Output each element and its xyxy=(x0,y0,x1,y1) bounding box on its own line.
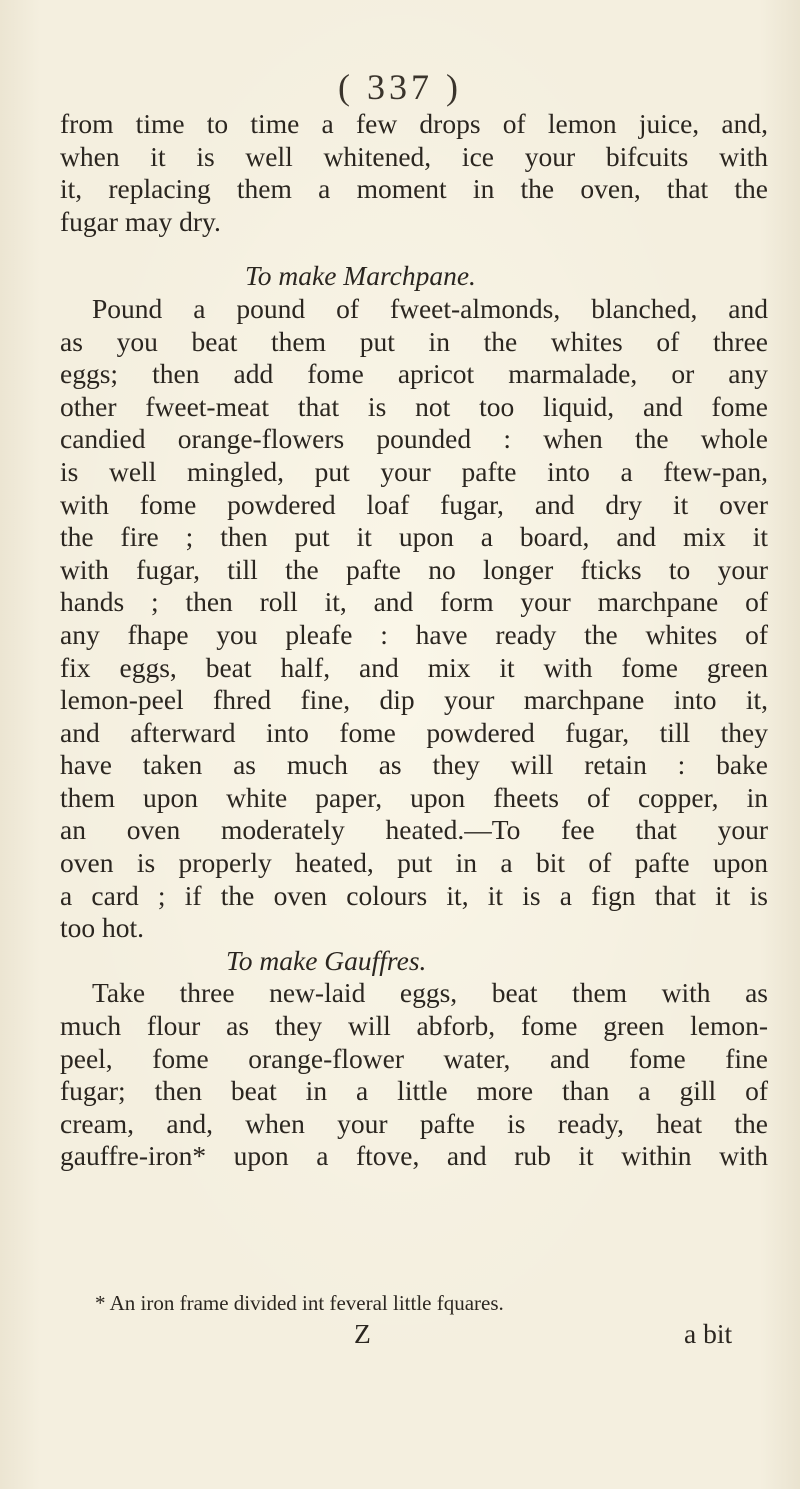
text-line: and afterward into fome powdered fugar, till they xyxy=(60,716,768,748)
text-line: Take three new-laid eggs, beat them with as xyxy=(92,977,768,1009)
text-line: gauffre-iron* upon a ftove, and rub it within with xyxy=(60,1140,768,1172)
text-line: Pound a pound of fweet-almonds, blanched, and xyxy=(92,292,768,324)
text-line: fugar may dry. xyxy=(60,205,221,237)
page-number: ( 337 ) xyxy=(338,67,462,107)
text-line: much flour as they will abforb, fome green lemon- xyxy=(60,1010,768,1042)
text-line: candied orange-flowers pounded : when the whole xyxy=(60,423,768,455)
text-line: fugar; then beat in a little more than a gill of xyxy=(60,1075,768,1107)
text-line: them upon white paper, upon fheets of copper, in xyxy=(60,781,768,813)
text-line: other fweet-meat that is not too liquid, and fome xyxy=(60,390,768,422)
text-line: a card ; if the oven colours it, it is a fign that it is xyxy=(60,879,768,911)
section-heading-gauffres: To make Gauffres. xyxy=(226,944,427,976)
text-line: is well mingled, put your pafte into a ftew-pan, xyxy=(60,455,768,487)
footnote: * An iron frame divided int feveral little fquares. xyxy=(95,1291,504,1315)
text-line: fix eggs, beat half, and mix it with fome green xyxy=(60,651,768,683)
text-line: from time to time a few drops of lemon juice, and, xyxy=(60,108,768,139)
body-text xyxy=(60,108,768,1173)
text-line: oven is properly heated, put in a bit of pafte upon xyxy=(60,847,768,879)
text-line: too hot. xyxy=(60,912,145,944)
text-line: with fugar, till the pafte no longer fticks to your xyxy=(60,553,768,585)
page-footer xyxy=(0,1318,800,1352)
text-line: peel, fome orange-flower water, and fome fine xyxy=(60,1042,768,1074)
text-line: cream, and, when your pafte is ready, heat the xyxy=(60,1107,768,1139)
text-line: any fhape you pleafe : have ready the whites of xyxy=(60,618,768,650)
text-line: as you beat them put in the whites of three xyxy=(60,325,768,357)
catchword: a bit xyxy=(684,1318,733,1349)
text-line: it, replacing them a moment in the oven, that the xyxy=(60,173,768,205)
section-heading-marchpane: To make Marchpane. xyxy=(245,260,476,292)
signature-mark: Z xyxy=(354,1318,371,1349)
text-line: an oven moderately heated.—To fee that your xyxy=(60,814,768,846)
text-line: eggs; then add fome apricot marmalade, or any xyxy=(60,358,768,390)
text-line: lemon-peel fhred fine, dip your marchpane into it, xyxy=(60,684,768,716)
text-line: hands ; then roll it, and form your marchpane of xyxy=(60,586,768,618)
text-line: the fire ; then put it upon a board, and mix it xyxy=(60,521,768,553)
text-line: have taken as much as they will retain : bake xyxy=(60,749,768,781)
text-line: with fome powdered loaf fugar, and dry it over xyxy=(60,488,768,520)
text-line: when it is well whitened, ice your bifcuits with xyxy=(60,140,768,172)
